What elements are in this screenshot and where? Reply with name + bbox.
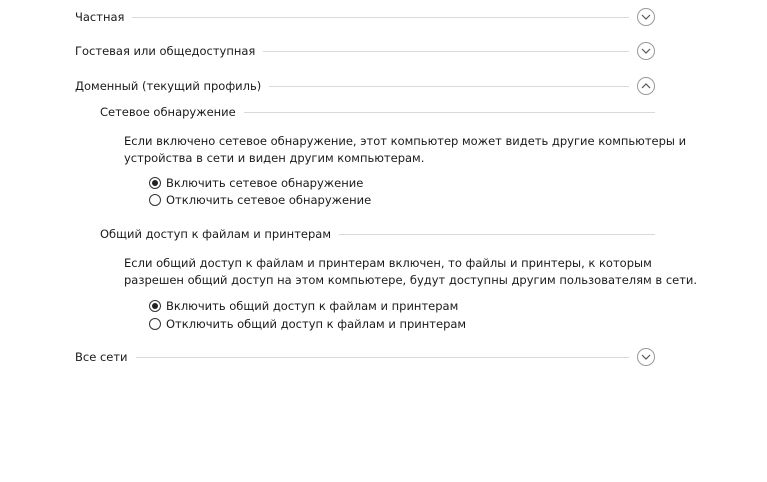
profile-private-label: Частная	[75, 10, 125, 24]
network-discovery-off-option[interactable]	[149, 191, 371, 208]
radio-label: Отключить сетевое обнаружение	[166, 192, 372, 207]
divider	[136, 357, 629, 358]
divider	[269, 86, 629, 87]
file-sharing-description	[124, 255, 698, 289]
description-line: Если общий доступ к файлам и принтерам включен, то файлы и принтеры, к которым	[124, 256, 652, 270]
profile-guest-label: Гостевая или общедоступная	[75, 44, 256, 58]
profile-guest-header[interactable]	[75, 40, 655, 62]
file-sharing-off-option[interactable]	[149, 315, 466, 332]
file-sharing-title: Общий доступ к файлам и принтерам	[100, 227, 331, 241]
description-line: Если включено сетевое обнаружение, этот компьютер может видеть другие компьютеры и	[124, 134, 687, 148]
radio-button[interactable]	[149, 194, 161, 206]
network-discovery-header	[100, 103, 655, 121]
divider	[263, 51, 629, 52]
divider	[132, 17, 629, 18]
divider	[244, 112, 655, 113]
profile-domain-header[interactable]	[75, 75, 655, 97]
radio-button-checked[interactable]	[149, 177, 161, 189]
file-sharing-header	[100, 225, 655, 243]
chevron-down-icon[interactable]	[637, 348, 655, 366]
divider	[339, 234, 655, 235]
network-discovery-on-option[interactable]	[149, 174, 363, 191]
radio-label: Отключить общий доступ к файлам и принтерам	[166, 316, 467, 331]
chevron-down-icon[interactable]	[637, 8, 655, 26]
profile-domain-label: Доменный (текущий профиль)	[75, 79, 262, 93]
profile-all-header[interactable]	[75, 346, 655, 368]
radio-label: Включить сетевое обнаружение	[166, 175, 364, 190]
radio-button-checked[interactable]	[149, 300, 161, 312]
description-line: устройства в сети и виден другим компьютерам.	[124, 151, 425, 165]
radio-button[interactable]	[149, 318, 161, 330]
file-sharing-on-option[interactable]	[149, 297, 458, 314]
chevron-down-icon[interactable]	[637, 42, 655, 60]
chevron-up-icon[interactable]	[637, 77, 655, 95]
profile-private-header[interactable]	[75, 6, 655, 28]
description-line: разрешен общий доступ на этом компьютере, будут доступны другим пользователям в сети.	[124, 273, 698, 287]
network-discovery-description	[124, 133, 687, 167]
radio-label: Включить общий доступ к файлам и принтерам	[166, 298, 459, 313]
profile-all-label: Все сети	[75, 350, 128, 364]
network-discovery-title: Сетевое обнаружение	[100, 105, 236, 119]
